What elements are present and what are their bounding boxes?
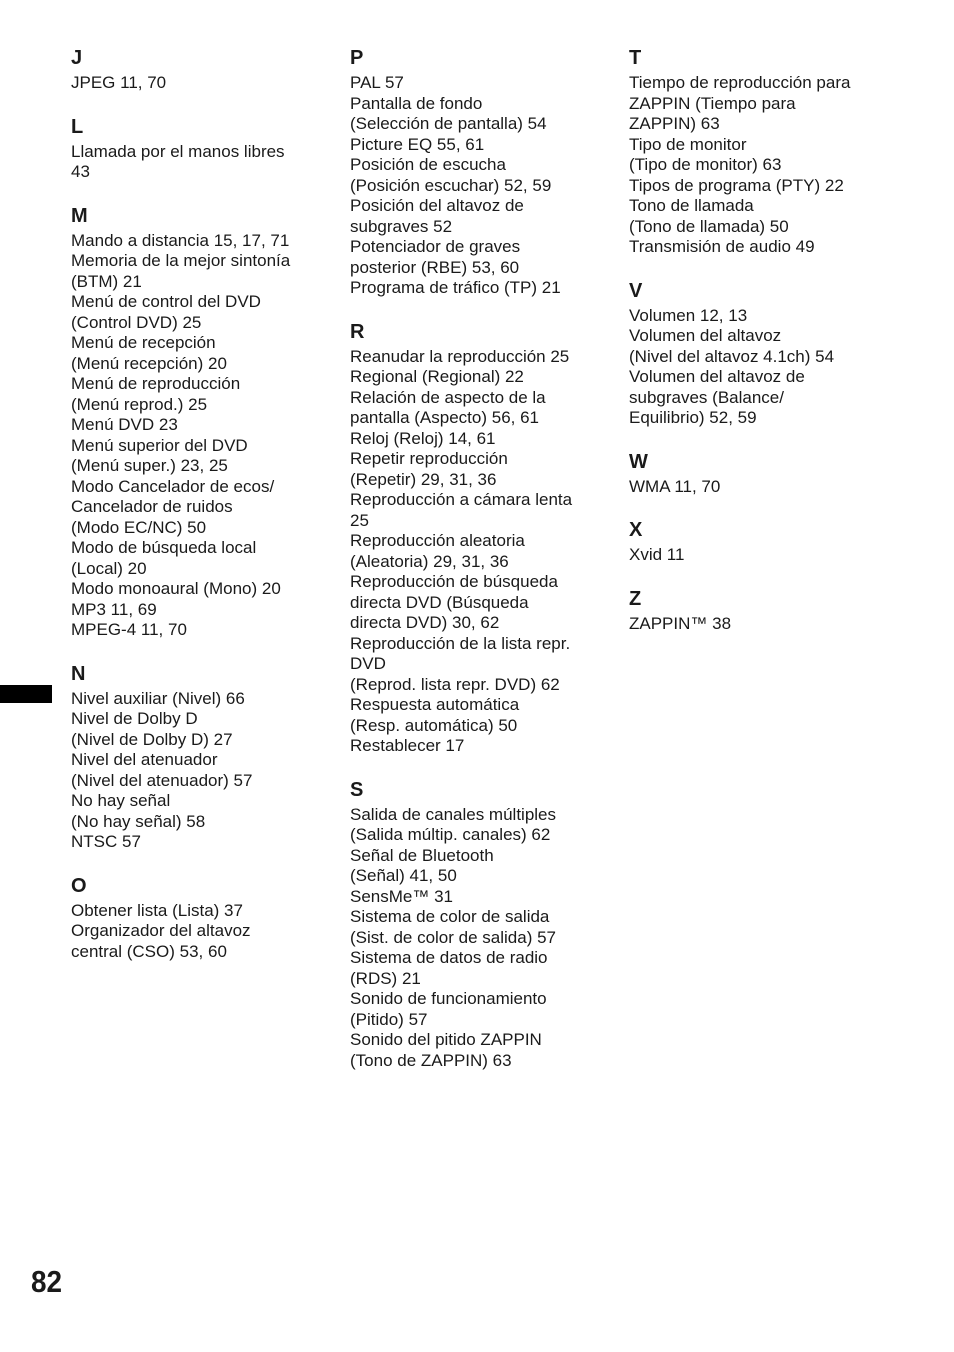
index-entry — [71, 709, 321, 750]
index-entry-line: (Menú super.) 23, 25 — [71, 456, 228, 475]
index-entry — [629, 326, 879, 367]
index-entry — [629, 477, 879, 498]
index-entry — [350, 155, 600, 196]
index-entry — [350, 237, 600, 278]
index-entry-line: (Salida múltip. canales) 62 — [350, 825, 551, 844]
index-entry-line: ZAPPIN) 63 — [629, 114, 720, 133]
index-entry — [350, 367, 600, 388]
index-entry-line: JPEG 11, 70 — [71, 73, 167, 92]
index-entry — [350, 846, 600, 887]
index-entry-line: Menú de control del DVD — [71, 292, 261, 311]
section-letter-heading: R — [350, 320, 365, 343]
section-letter-heading: S — [350, 778, 364, 801]
index-entry-line: Potenciador de graves — [350, 237, 521, 256]
section-letter-heading: V — [629, 279, 643, 302]
index-entry-line: posterior (RBE) 53, 60 — [350, 257, 520, 277]
index-section — [629, 587, 879, 635]
index-entry-line: (Resp. automática) 50 — [350, 715, 518, 735]
index-entry-line: Llamada por el manos libres — [71, 141, 285, 161]
index-entry-line: Regional (Regional) 22 — [350, 367, 524, 386]
index-entry-line: Organizador del altavoz — [71, 921, 251, 940]
index-entry — [350, 572, 600, 634]
index-entry — [71, 921, 321, 962]
index-entry — [350, 449, 600, 490]
index-section — [71, 874, 321, 963]
index-entry — [350, 278, 600, 299]
index-entry — [629, 614, 879, 635]
index-entry — [71, 750, 321, 791]
index-entry-line: Sistema de datos de radio — [350, 948, 548, 967]
index-entry-line: Volumen 12, 13 — [629, 305, 748, 325]
index-entry-line: Volumen del altavoz de — [629, 367, 805, 386]
index-entry — [71, 791, 321, 832]
section-letter-heading: P — [350, 47, 364, 69]
index-entry-line: (No hay señal) 58 — [71, 811, 206, 831]
index-entry-line: pantalla (Aspecto) 56, 61 — [350, 408, 540, 427]
index-entry-line: Nivel de Dolby D — [71, 709, 198, 728]
index-entry-line: PAL 57 — [350, 73, 404, 92]
index-entry — [350, 531, 600, 572]
index-entry — [350, 948, 600, 989]
index-entry — [71, 579, 321, 600]
index-entry — [71, 142, 321, 183]
index-entry — [71, 251, 321, 292]
index-entry-line: (Posición escuchar) 52, 59 — [350, 175, 552, 195]
index-section — [71, 115, 321, 183]
section-letter-heading: X — [629, 519, 643, 541]
index-section — [629, 46, 879, 258]
index-entry-line: Cancelador de ruidos — [71, 497, 233, 516]
index-entry-line: Modo monoaural (Mono) 20 — [71, 579, 281, 598]
index-entry-line: Tipo de monitor — [629, 134, 747, 154]
index-entry-line: (Control DVD) 25 — [71, 312, 202, 332]
index-section — [629, 450, 879, 498]
index-entry — [71, 538, 321, 579]
section-letter-heading: W — [629, 450, 648, 473]
index-entry — [350, 429, 600, 450]
index-entry-line: DVD — [350, 654, 386, 673]
index-entry-line: (Aleatoria) 29, 31, 36 — [350, 551, 509, 571]
index-entry-line: SensMe™ 31 — [350, 886, 453, 906]
index-entry-line: Obtener lista (Lista) 37 — [71, 900, 243, 920]
index-entry-line: Tono de llamada — [629, 196, 754, 215]
index-entry — [629, 545, 879, 566]
index-column-1 — [71, 46, 321, 983]
index-section — [350, 46, 600, 299]
index-entry-line: subgraves (Balance/ — [629, 387, 784, 407]
section-letter-heading: Z — [629, 587, 642, 610]
index-entry — [350, 73, 600, 94]
index-entry — [71, 477, 321, 539]
index-entry-line: subgraves 52 — [350, 216, 453, 236]
index-entry-line: (Pitido) 57 — [350, 1009, 428, 1029]
index-entry-line: Nivel del atenuador — [71, 750, 218, 769]
index-section — [350, 778, 600, 1072]
index-entry — [350, 388, 600, 429]
index-section — [350, 320, 600, 757]
section-letter-heading: O — [71, 874, 87, 897]
index-entry-line: (Menú recepción) 20 — [71, 353, 227, 373]
index-entry-line: Sonido del pitido ZAPPIN — [350, 1030, 542, 1049]
index-entry-line: MP3 11, 69 — [71, 599, 157, 619]
index-entry — [71, 231, 321, 252]
index-entry-line: Transmisión de audio 49 — [629, 237, 815, 256]
index-entry-line: Modo Cancelador de ecos/ — [71, 476, 275, 496]
index-entry-line: Posición del altavoz de — [350, 196, 524, 215]
index-entry-line: Picture EQ 55, 61 — [350, 134, 485, 154]
index-entry-line: (Modo EC/NC) 50 — [71, 517, 207, 537]
index-entry — [350, 347, 600, 368]
index-entry-line: Reloj (Reloj) 14, 61 — [350, 428, 496, 448]
index-entry — [71, 374, 321, 415]
section-letter-heading: J — [71, 47, 83, 69]
index-entry — [71, 415, 321, 436]
index-entry — [350, 907, 600, 948]
index-entry — [350, 135, 600, 156]
index-entry — [71, 689, 321, 710]
index-entry-line: Menú superior del DVD — [71, 435, 248, 455]
index-entry-line: Volumen del altavoz — [629, 326, 782, 345]
index-entry-line: Equilibrio) 52, 59 — [629, 408, 757, 427]
index-entry-line: 43 — [71, 162, 90, 181]
index-entry — [350, 634, 600, 696]
index-entry-line: (Local) 20 — [71, 558, 147, 578]
index-entry-line: Reproducción aleatoria — [350, 531, 525, 550]
index-section — [629, 518, 879, 566]
index-entry-line: Tipos de programa (PTY) 22 — [629, 175, 844, 195]
index-entry-line: ZAPPIN (Tiempo para — [629, 93, 796, 113]
index-entry — [629, 367, 879, 429]
index-entry-line: Sonido de funcionamiento — [350, 989, 547, 1008]
index-entry — [350, 695, 600, 736]
index-entry-line: Mando a distancia 15, 17, 71 — [71, 230, 290, 250]
index-entry-line: 25 — [350, 510, 369, 530]
index-entry — [629, 73, 879, 135]
index-entry-line: (Nivel del altavoz 4.1ch) 54 — [629, 346, 835, 366]
index-entry — [71, 73, 321, 94]
index-entry-line: Repetir reproducción — [350, 449, 508, 468]
index-entry-line: MPEG-4 11, 70 — [71, 620, 187, 639]
index-entry — [629, 176, 879, 197]
index-entry-line: Tiempo de reproducción para — [629, 73, 851, 92]
index-entry — [71, 901, 321, 922]
index-entry — [350, 805, 600, 846]
index-section — [71, 46, 321, 94]
index-section — [629, 279, 879, 429]
index-entry — [350, 989, 600, 1030]
section-letter-heading: T — [629, 47, 642, 69]
index-entry — [71, 832, 321, 853]
index-entry — [71, 292, 321, 333]
section-letter-heading: L — [71, 115, 84, 138]
index-entry-line: Menú de reproducción — [71, 374, 241, 393]
index-entry-line: directa DVD) 30, 62 — [350, 613, 500, 632]
index-entry-line: Reproducción de búsqueda — [350, 572, 558, 591]
index-entry — [350, 1030, 600, 1071]
section-letter-heading: M — [71, 204, 88, 227]
index-entry-line: No hay señal — [71, 791, 171, 810]
index-entry-line: NTSC 57 — [71, 832, 141, 851]
index-entry-line: central (CSO) 53, 60 — [71, 941, 227, 961]
index-entry — [350, 490, 600, 531]
index-entry-line: (Tipo de monitor) 63 — [629, 155, 782, 174]
index-entry-line: (Señal) 41, 50 — [350, 866, 457, 885]
index-entry — [350, 94, 600, 135]
index-entry-line: ZAPPIN™ 38 — [629, 613, 732, 633]
index-entry-line: Reproducción de la lista repr. — [350, 633, 571, 653]
page-number: 82 — [31, 1264, 63, 1299]
index-entry-line: (BTM) 21 — [71, 271, 142, 291]
index-entry-line: (Menú reprod.) 25 — [71, 394, 208, 414]
index-entry-line: Relación de aspecto de la — [350, 387, 546, 407]
index-section — [71, 204, 321, 641]
index-entry-line: Restablecer 17 — [350, 736, 465, 755]
index-entry-line: (Tono de ZAPPIN) 63 — [350, 1050, 512, 1070]
index-entry-line: (Nivel de Dolby D) 27 — [71, 729, 233, 749]
index-entry-line: Reanudar la reproducción 25 — [350, 346, 570, 366]
index-column-2 — [350, 46, 600, 1092]
index-entry-line: (Reprod. lista repr. DVD) 62 — [350, 674, 560, 694]
index-entry-line: Modo de búsqueda local — [71, 538, 257, 557]
index-entry — [71, 333, 321, 374]
index-entry-line: Programa de tráfico (TP) 21 — [350, 278, 561, 297]
index-entry — [71, 436, 321, 477]
index-entry — [71, 620, 321, 641]
chapter-tab-marker — [0, 685, 52, 703]
index-entry — [629, 306, 879, 327]
index-entry-line: Xvid 11 — [629, 545, 685, 564]
index-entry — [629, 196, 879, 237]
index-entry-line: Salida de canales múltiples — [350, 804, 557, 824]
index-entry-line: (RDS) 21 — [350, 968, 421, 988]
index-entry — [350, 887, 600, 908]
index-entry-line: Memoria de la mejor sintonía — [71, 251, 291, 270]
index-entry-line: Sistema de color de salida — [350, 907, 550, 926]
index-entry-line: WMA 11, 70 — [629, 476, 721, 496]
index-entry-line: Nivel auxiliar (Nivel) 66 — [71, 688, 245, 708]
index-entry-line: (Nivel del atenuador) 57 — [71, 770, 253, 790]
index-section — [71, 662, 321, 853]
index-entry-line: directa DVD (Búsqueda — [350, 592, 529, 612]
index-entry-line: (Repetir) 29, 31, 36 — [350, 469, 497, 489]
index-entry-line: (Tono de llamada) 50 — [629, 216, 789, 236]
index-column-3 — [629, 46, 879, 655]
index-entry — [71, 600, 321, 621]
index-entry-line: (Selección de pantalla) 54 — [350, 114, 547, 133]
index-entry — [629, 237, 879, 258]
index-entry-line: Reproducción a cámara lenta — [350, 490, 573, 509]
index-entry — [629, 135, 879, 176]
index-entry-line: Pantalla de fondo — [350, 93, 483, 113]
index-entry-line: Respuesta automática — [350, 695, 520, 714]
index-entry-line: (Sist. de color de salida) 57 — [350, 927, 556, 947]
section-letter-heading: N — [71, 662, 86, 685]
index-entry-line: Señal de Bluetooth — [350, 845, 494, 865]
index-entry — [350, 736, 600, 757]
index-entry-line: Menú de recepción — [71, 333, 216, 352]
index-entry-line: Menú DVD 23 — [71, 415, 178, 434]
index-entry-line: Posición de escucha — [350, 155, 506, 174]
index-entry — [350, 196, 600, 237]
